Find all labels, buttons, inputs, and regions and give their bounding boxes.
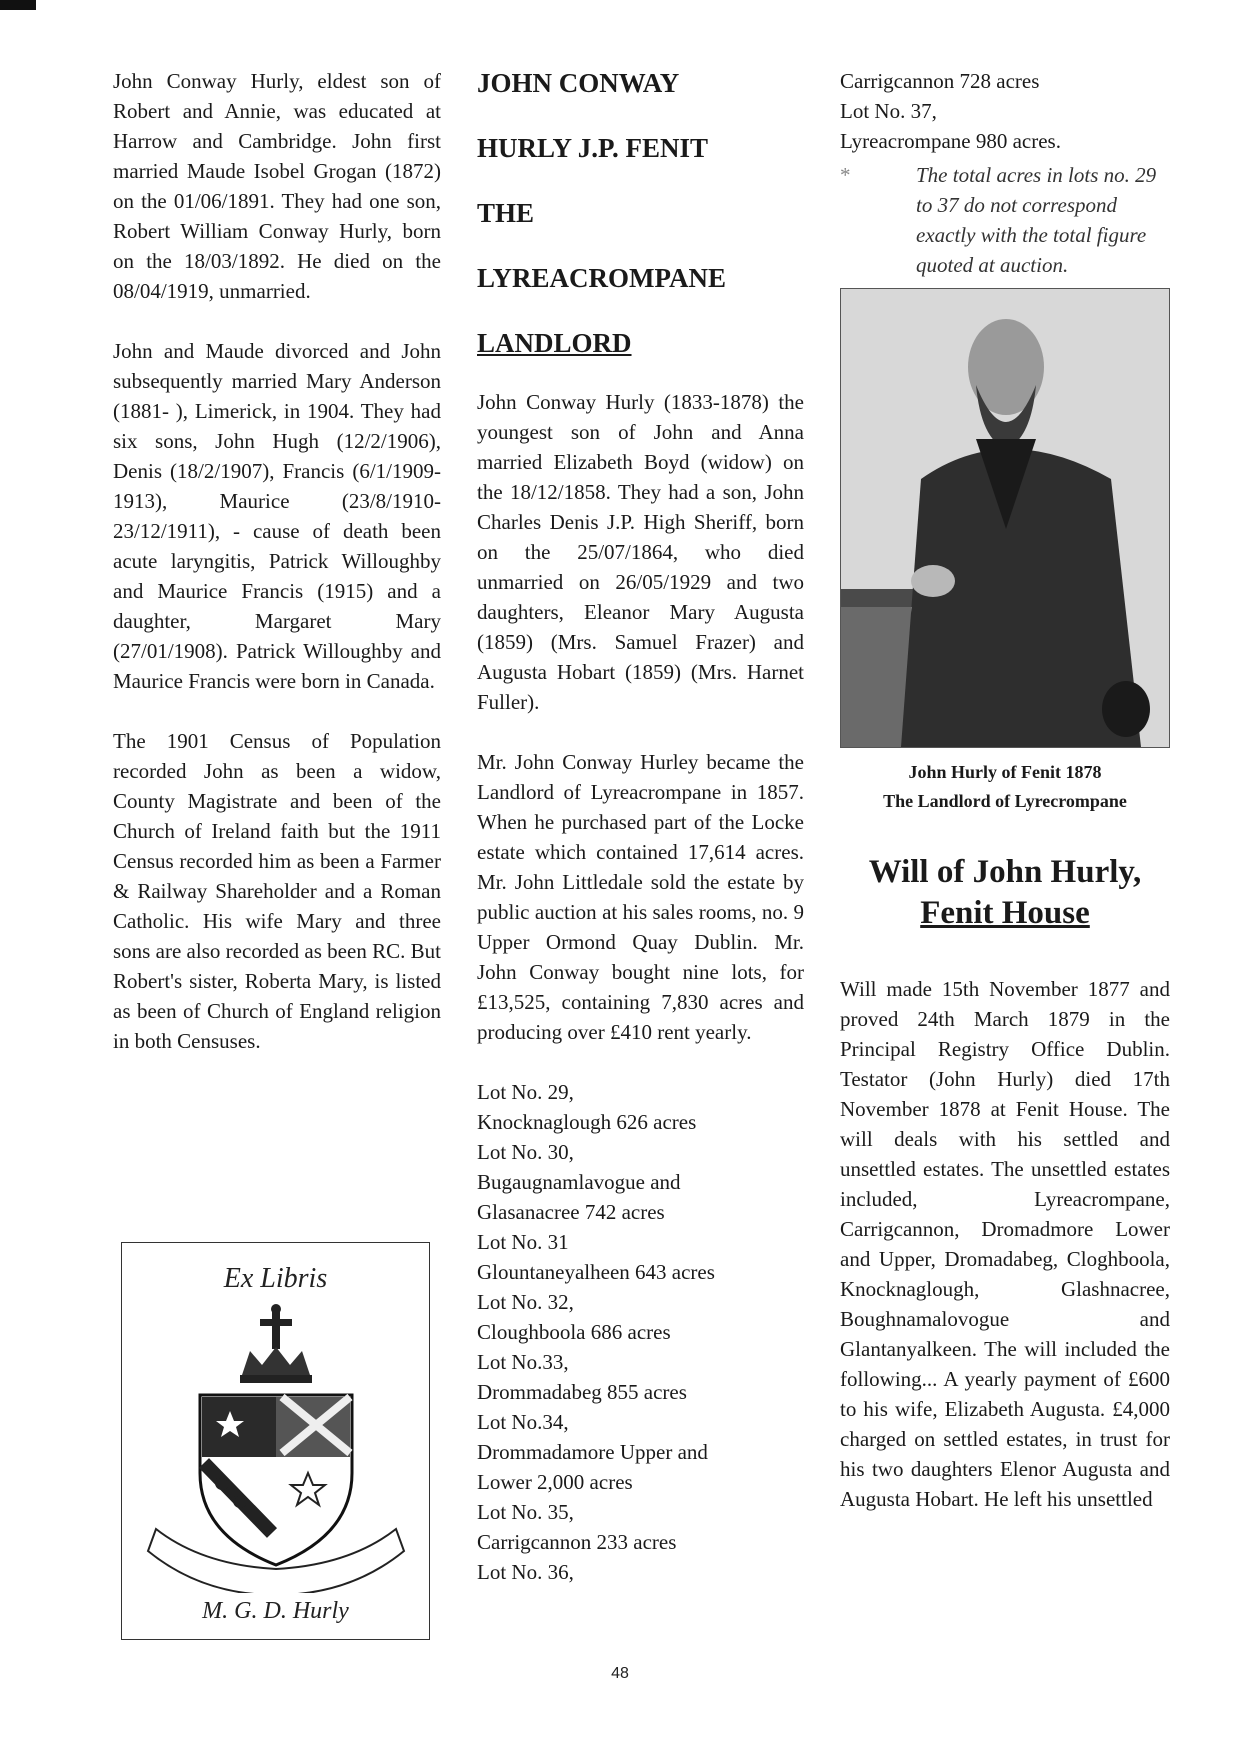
note-text: The total acres in lots no. 29 to 37 do not correspond exactly with the total figure quoted at auction. xyxy=(916,163,1157,277)
bookplate-signature: M. G. D. Hurly xyxy=(202,1598,349,1624)
left-column xyxy=(113,66,441,1056)
lot-line: Glountaneyalheen 643 acres xyxy=(477,1260,715,1284)
portrait-photo xyxy=(840,288,1170,748)
lot-list xyxy=(477,1077,804,1587)
acreage-note xyxy=(840,160,1170,280)
left-paragraph-3: The 1901 Census of Population recorded John as been a widow, County Magistrate and been of the Church of Ireland faith but the 1911 Census recorded him as been a Farmer & Railway Shareholder and a Roman Catholic. His wife Mary and three sons are also recorded as been RC. But Robert's sister, Roberta Mary, is listed as been of Church of England religion in both Censuses. xyxy=(113,729,441,1053)
middle-paragraph-2: Mr. John Conway Hurley became the Landlord of Lyreacrompane in 1857. When he purchased part of the Locke estate which contained 17,614 acres. Mr. John Littledale sold the estate by public auction at his sales rooms, no. 9 Upper Ormond Quay Dublin. Mr. John Conway bought nine lots, for £13,525, containing 7,830 acres and producing over £410 rent yearly. xyxy=(477,750,804,1044)
title-line-5: LANDLORD xyxy=(477,328,632,358)
caption-line-1: John Hurly of Fenit 1878 xyxy=(908,762,1102,782)
lot-line: Lot No. 36, xyxy=(477,1560,574,1584)
title-line-2: HURLY J.P. FENIT xyxy=(477,133,709,163)
right-column xyxy=(840,66,1170,1514)
lot-line: Lyreacrompane 980 acres. xyxy=(840,129,1061,153)
page-number: 48 xyxy=(611,1665,629,1682)
will-heading-line-1: Will of John Hurly, xyxy=(868,854,1142,890)
article-title xyxy=(477,66,804,361)
note-marker: * xyxy=(840,163,851,187)
middle-column xyxy=(477,66,804,1587)
page-edge-mark xyxy=(0,0,36,10)
lot-line: Lot No. 35, xyxy=(477,1500,574,1524)
portrait-figure-icon xyxy=(841,289,1169,747)
middle-paragraph-1: John Conway Hurly (1833-1878) the youngest son of John and Anna married Elizabeth Boyd (widow) on the 18/12/1858. They had a son, John Charles Denis J.P. High Sheriff, born on the 25/07/1864, who died unmarried on 26/05/1929 and two daughters, Eleanor Mary Augusta (1859) (Mrs. Samuel Frazer) and Augusta Hobart (1859) (Mrs. Harnet Fuller). xyxy=(477,390,804,714)
lot-line: Bugaugnamlavogue and xyxy=(477,1170,681,1194)
lot-line: Lot No. 29, xyxy=(477,1080,574,1104)
will-heading-line-2: Fenit House xyxy=(920,895,1090,931)
lot-line: Drommadamore Upper and xyxy=(477,1440,708,1464)
bookplate-heading: Ex Libris xyxy=(223,1263,328,1294)
lot-line: Lot No.33, xyxy=(477,1350,569,1374)
bookplate-image xyxy=(121,1242,430,1640)
lot-line: Cloughboola 686 acres xyxy=(477,1320,671,1344)
photo-caption xyxy=(840,758,1170,816)
title-line-3: THE xyxy=(477,198,535,228)
title-line-1: JOHN CONWAY xyxy=(477,68,680,98)
title-line-4: LYREACROMPANE xyxy=(477,263,727,293)
lot-line: Carrigcannon 233 acres xyxy=(477,1530,677,1554)
lot-line: Lot No. 31 xyxy=(477,1230,569,1254)
lot-continuation xyxy=(840,66,1170,156)
left-paragraph-1: John Conway Hurly, eldest son of Robert and Annie, was educated at Harrow and Cambridge. John first married Maude Isobel Grogan (1872) on the 01/06/1891. They had one son, Robert William Conway Hurly, born on the 18/03/1892. He died on the 08/04/1919, unmarried. xyxy=(113,69,441,303)
will-heading xyxy=(840,852,1170,934)
lot-line: Lot No. 37, xyxy=(840,99,937,123)
caption-line-2: The Landlord of Lyrecrompane xyxy=(883,791,1127,811)
lot-line: Lot No.34, xyxy=(477,1410,569,1434)
left-paragraph-2: John and Maude divorced and John subsequently married Mary Anderson (1881- ), Limerick, in 1904. They had six sons, John Hugh (12/2/1906), Denis (18/2/1907), Francis (6/1/1909-1913), Maurice (23/8/1910-23/12/1911), - cause of death been acute laryngitis, Patrick Willoughby and Maurice Francis (1915) and a daughter, Margaret Mary (27/01/1908). Patrick Willoughby and Maurice Francis were born in Canada. xyxy=(113,339,441,693)
lot-line: Glasanacree 742 acres xyxy=(477,1200,665,1224)
lot-line: Lower 2,000 acres xyxy=(477,1470,633,1494)
lot-line: Drommadabeg 855 acres xyxy=(477,1380,687,1404)
coat-of-arms-icon xyxy=(122,1303,429,1593)
lot-line: Carrigcannon 728 acres xyxy=(840,69,1040,93)
will-paragraph: Will made 15th November 1877 and proved 24th March 1879 in the Principal Registry Office Dublin. Testator (John Hurly) died 17th November 1878 at Fenit House. The will deals with his settled and unsettled estates. The unsettled estates included, Lyreacrompane, Carrigcannon, Dromadmore Lower and Upper, Dromadabeg, Cloghboola, Knocknaglough, Glashnacree, Boughnamalovogue and Glantanyalkeen. The will included the following... A yearly payment of £600 to his wife, Elizabeth Augusta. £4,000 charged on settled estates, in trust for his two daughters Elenor Augusta and Augusta Hobart. He left his unsettled xyxy=(840,977,1170,1511)
lot-line: Lot No. 32, xyxy=(477,1290,574,1314)
lot-line: Lot No. 30, xyxy=(477,1140,574,1164)
lot-line: Knocknaglough 626 acres xyxy=(477,1110,697,1134)
